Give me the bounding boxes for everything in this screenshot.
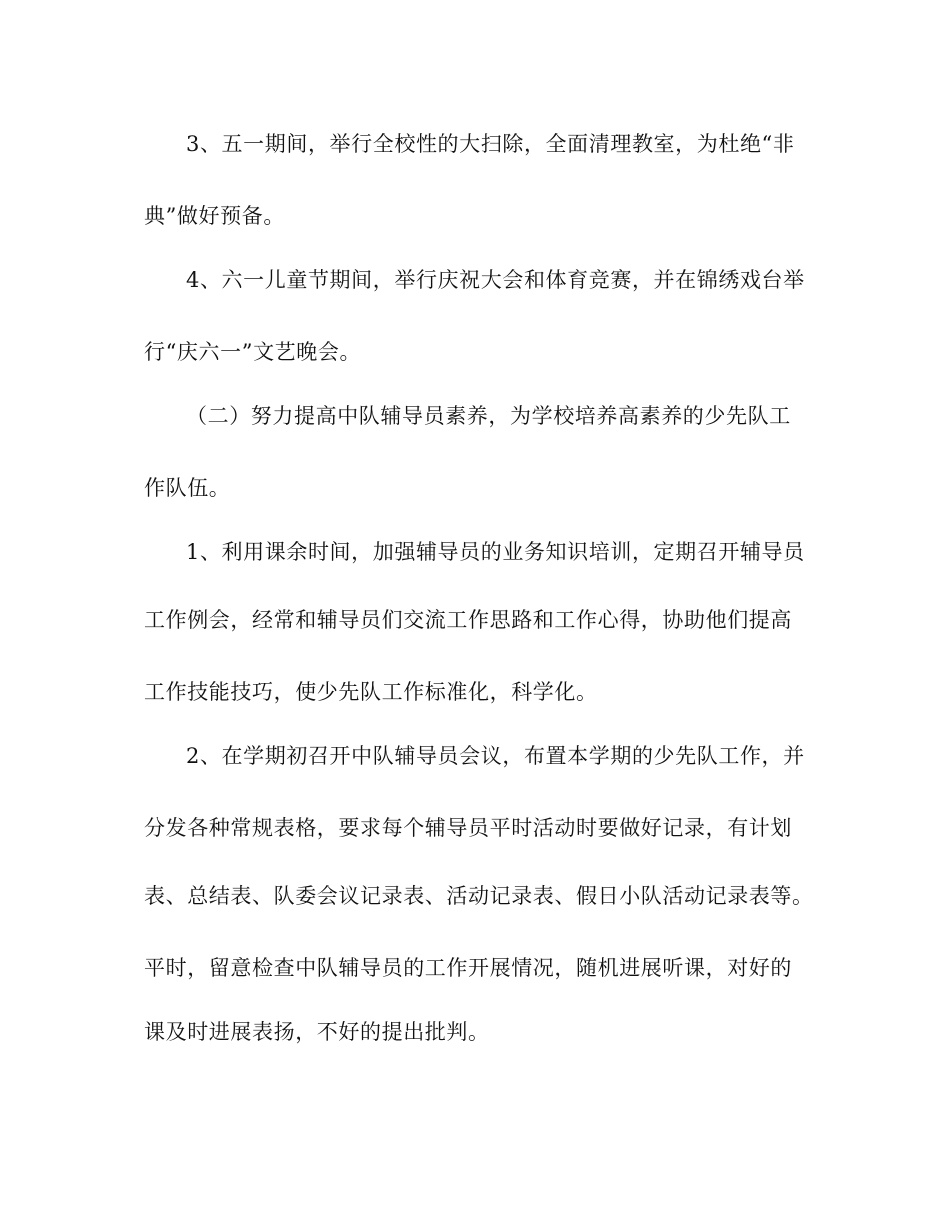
paragraph-4-line-1: 4、六一儿童节期间，举行庆祝大会和体育竞赛，并在锦绣戏台举 — [186, 268, 805, 292]
paragraph-1-line-1: 1、利用课余时间，加强辅导员的业务知识培训，定期召开辅导员 — [186, 540, 805, 564]
paragraph-1-line-2: 工作例会，经常和辅导员们交流工作思路和工作心得，协助他们提高 — [144, 608, 792, 632]
paragraph-4-line-2: 行“庆六一”文艺晚会。 — [144, 340, 362, 364]
paragraph-2-line-1: 2、在学期初召开中队辅导员会议，布置本学期的少先队工作，并 — [186, 744, 805, 768]
section-heading-line-2: 作队伍。 — [144, 476, 231, 500]
paragraph-3-line-1: 3、五一期间，举行全校性的大扫除，全面清理教室，为杜绝“非 — [186, 132, 795, 156]
paragraph-2-line-2: 分发各种常规表格，要求每个辅导员平时活动时要做好记录，有计划 — [144, 816, 792, 840]
paragraph-2-line-3: 表、总结表、队委会议记录表、活动记录表、假日小队活动记录表等。 — [144, 884, 814, 908]
paragraph-2-line-5: 课及时进展表扬，不好的提出批判。 — [144, 1020, 490, 1044]
paragraph-3-line-2: 典”做好预备。 — [144, 204, 285, 228]
section-heading-line-1: （二）努力提高中队辅导员素养，为学校培养高素养的少先队工 — [186, 404, 791, 428]
paragraph-1-line-3: 工作技能技巧，使少先队工作标准化，科学化。 — [144, 680, 598, 704]
paragraph-2-line-4: 平时，留意检查中队辅导员的工作开展情况，随机进展听课，对好的 — [144, 956, 792, 980]
